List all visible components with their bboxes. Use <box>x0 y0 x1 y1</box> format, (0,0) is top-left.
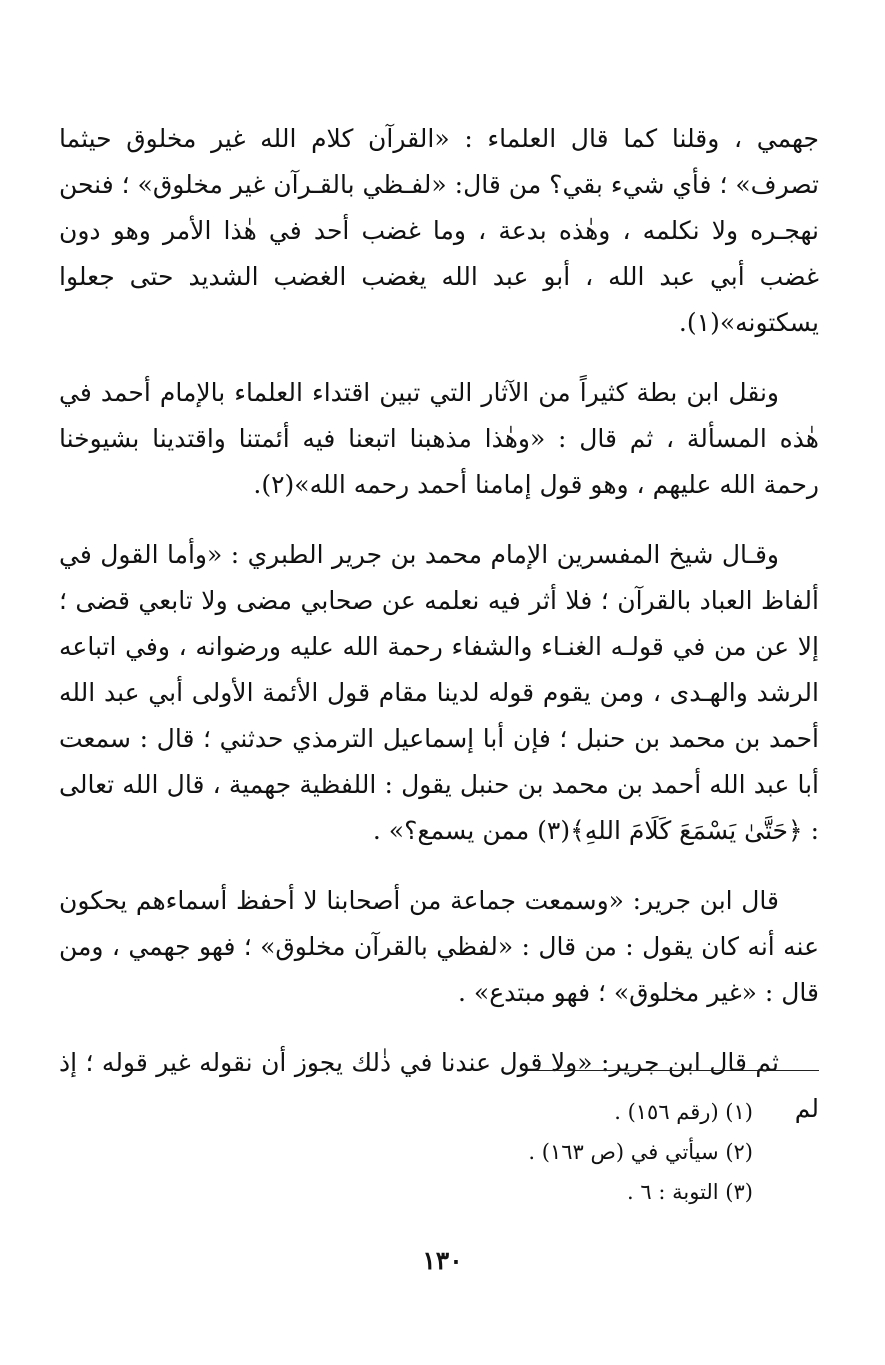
paragraph-5: ثم قال ابن جرير: «ولا قول عندنا في ذٰلك يجوز أن نقوله غير قوله ؛ إذ لم <box>59 1048 819 1123</box>
footnote-1: (١) (رقم ١٥٦) . <box>614 1100 753 1124</box>
paragraph-3: وقـال شيخ المفسرين الإمام محمد بن جرير الطبري : «وأما القول في ألفاظ العباد بالقرآن ؛ فلا أثر فيه نعلمه عن صحابي مضى ولا تابعي قضى ؛ إلا عن من في قولـه الغنـاء والشفاء رحمة الله عليه ورضوانه ، وفي اتباعه الرشد والهـدى ، ومن يقوم قوله لدينا مقام قول الأئمة الأولى أبي عبد الله أحمد بن محمد بن حنبل ؛ فإن أبا إسماعيل الترمذي حدثني ؛ قال : سمعت أبا عبد الله أحمد بن محمد بن حنبل يقول : اللفظية جهمية ، قال الله تعالى : ﴿حَتَّىٰ يَسْمَعَ كَلَامَ اللهِ﴾(٣) ممن يسمع؟» . <box>59 540 819 845</box>
paragraph-1: جهمي ، وقلنا كما قال العلماء : «القرآن كلام الله غير مخلوق حيثما تصرف» ؛ فأي شيء بقي؟ من قال: «لفـظي بالقـرآن غير مخلوق» ؛ فنحن نهجـره ولا نكلمه ، وهٰذه بدعة ، وما غضب أحد في هٰذا الأمر وهو دون غضب أبي عبد الله ، أبو عبد الله يغضب الغضب الشديد حتى جعلوا يسكتونه»(١). <box>59 124 819 337</box>
page-number: ١٣٠ <box>422 1246 463 1275</box>
paragraph-2: ونقل ابن بطة كثيراً من الآثار التي تبين اقتداء العلماء بالإمام أحمد في هٰذه المسألة ، ثم قال : «وهٰذا مذهبنا اتبعنا فيه أئمتنا واقتدينا بشيوخنا رحمة الله عليهم ، وهو قول إمامنا أحمد رحمه الله»(٢). <box>59 378 819 499</box>
footnote-2: (٢) سيأتي في (ص ١٦٣) . <box>528 1140 753 1164</box>
footnotes <box>253 1092 753 1212</box>
paragraph-4: قال ابن جرير: «وسمعت جماعة من أصحابنا لا أحفظ أسماءهم يحكون عنه أنه كان يقول : من قال : «لفظي بالقرآن مخلوق» ؛ فهو جهمي ، ومن قال : «غير مخلوق» ؛ فهو مبتدع» . <box>59 886 819 1007</box>
footnote-3: (٣) التوبة : ٦ . <box>627 1180 753 1204</box>
main-text <box>59 116 819 1156</box>
footnote-divider <box>529 1070 819 1071</box>
